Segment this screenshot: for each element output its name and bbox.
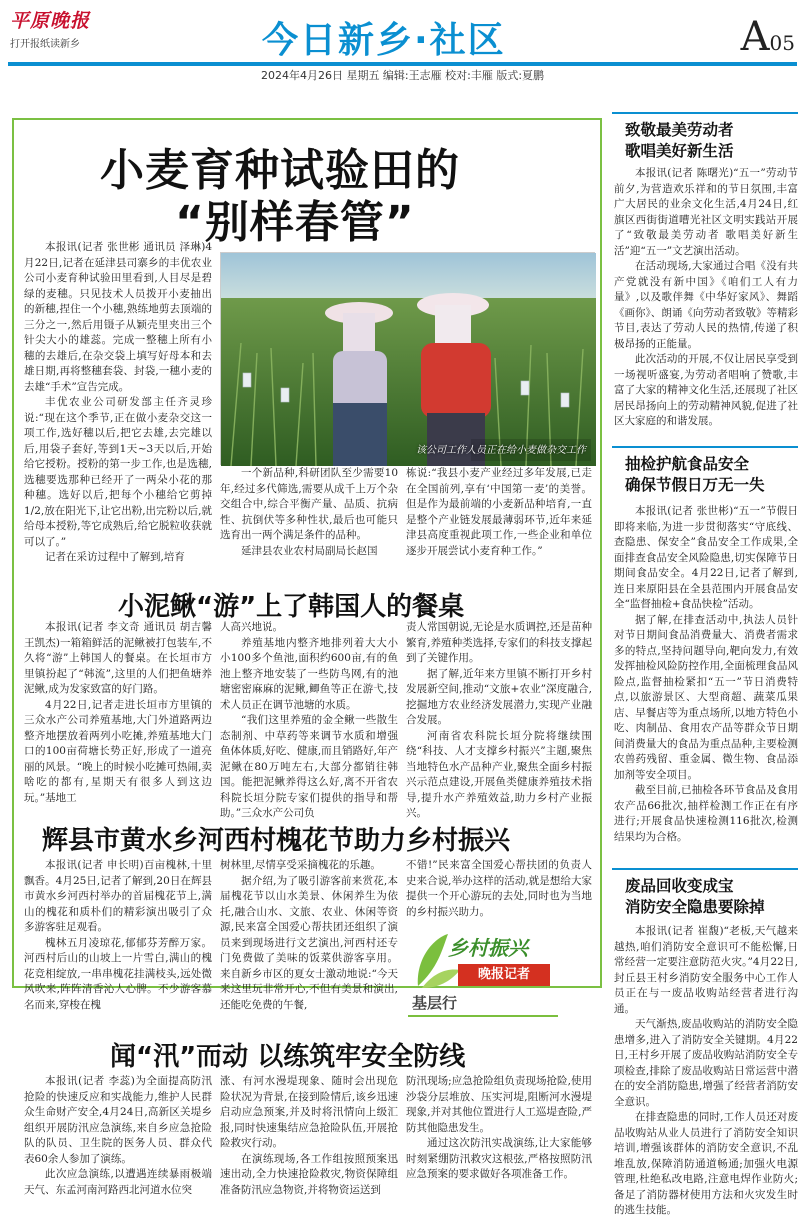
side3-title: [625, 876, 765, 918]
article-paragraph: 本报讯(记者 张世彬 通讯员 泽琳)4月22日,记者在延津县司寨乡的丰优农业公司小麦育种试验田里看到,人目尽是碧绿的麦穗。只见技术人员拨开小麦抽出的新穗,捏住一个小穗,熟练地剪去顶端的三分之一,然后用镊子从颖壳里夹出三个针尖大小的雄蕊。完成一整穗上所有小穗的去雄后,在杂交袋上填写好母本和去雄日期,再将整穗套袋、封袋,一穗小麦的去雄“手术”宣告完成。: [24, 241, 212, 393]
wheat-col3: [406, 466, 592, 570]
loach-title: 小泥鳅“游”上了韩国人的餐桌: [118, 592, 465, 622]
photo-caption: 该公司工作人员正在给小麦做杂交工作: [416, 445, 586, 456]
newspaper-logo: [10, 6, 110, 50]
header-rule: [8, 62, 797, 66]
sidebar-rule: [612, 112, 798, 114]
article-paragraph: 责人常国朝说,无论是水质调控,还是苗种繁育,养殖种类选择,专家们的科技支撑起到了关键作用。: [406, 621, 592, 664]
article-paragraph: 据了解,在排查活动中,执法人员针对节日期间食品消费量大、消费者需求多的特点,坚持问题导向,靶向发力,有效发挥抽检风险防控作用,全面梳理食品风险点,监督抽检紧扣“五一”节日消费特点,以旅游景区、大型商超、蔬菜瓜果店、早餐店等为重点场所,以地方特色小吃、肉制品、食用农产品等群众节日期间消费量大的食品为重点品种,主要检测农兽药残留、重金属、微生物、食品添加剂等安全项目。: [614, 613, 798, 781]
article-paragraph: 本报讯(记者 李文奇 通讯员 胡吉馨 王凯杰)一箱箱鲜活的泥鳅被打包装车,不久将“游”上韩国人的餐桌。在长垣市方里镇扮起了“韩流”,这里的人们把鱼塘养泥鳅,成为发家致富的好门路。: [24, 621, 212, 695]
article-paragraph: 本报讯(记者 陈曙光)“五一”劳动节前夕,为营造欢乐祥和的节日氛围,丰富广大居民的业余文化生活,4月24日,红旗区西街街道嘈光社区文明实践站开展了“致敬最美劳动者 歌唱美好新生活”迎“五一”文艺演出活动。: [614, 167, 798, 257]
page-letter: A: [740, 14, 770, 60]
huixian-col3: [406, 858, 592, 924]
wheat-field-image: [221, 253, 596, 466]
side2-title-line1: 抽检护航食品安全: [625, 455, 750, 473]
article-paragraph: 本报讯(记者 申长明)百亩槐林,十里飘香。4月25日,记者了解到,20日在辉县市黄水乡河西村举办的首届槐花节上,满山的槐花和质朴们的精彩演出吸引了众多游客驻足观看。: [24, 859, 212, 933]
article-paragraph: 在活动现场,大家通过合唱《没有共产党就没有新中国》《咱们工人有力量》,以及歌伴舞《中华好家风》、舞蹈《画你》、朗诵《向劳动者致敬》等精彩节目,表达了劳动人民的热情,传递了积极昂扬的正能量。: [614, 260, 798, 350]
huixian-col1: [24, 858, 212, 1011]
article-paragraph: 据介绍,为了吸引游客前来赏花,本届槐花节以山水美景、休闲养生为依托,融合山水、文旅、农业、休闲等资源,民来富全国爱心帮扶团还组织了演员来到现场进行文艺演出,河西村还专门免费做了美味的饭菜供游客享用。来自新乡市区的夏女士激动地说:“今天来这里玩非常开心,不但有美景和演出,还能吃免费的午餐,: [220, 874, 398, 1011]
loach-col3: [406, 620, 592, 819]
side2-title-line2: 确保节假日万无一失: [625, 476, 765, 494]
brand-name: 平原晚报: [10, 10, 91, 32]
wheat-photo: [220, 252, 595, 465]
article-paragraph: 树林里,尽情享受采摘槐花的乐趣。: [220, 859, 381, 871]
side1-title-line2: 歌唱美好新生活: [625, 142, 734, 160]
article-paragraph: 丰优农业公司研发部主任齐灵珍说:“现在这个季节,正在做小麦杂交这一项工作,选好穗以后,把它去雄,去完雄以后,用袋子套好,等到1天~3天以后,开始给它授粉。授粉的第一步工作,也是选穗,选穗要选那种已经开了一两朵小花的那种穗。选好以后,把每个小穗给它剪掉1/2,放在阳光下,让它出粉,出完粉以后,就给母本授粉,等它成熟后,给它脱粒收获就可以了。”: [24, 396, 212, 548]
article-paragraph: 在排查隐患的同时,工作人员还对废品收购站从业人员进行了消防安全知识培训,增强该群体的消防安全意识,不乱堆乱放,保障消防通道畅通;加强火电源管理,杜绝私改电路,注意电焊作业防火;备足了消防器材使用方法和火灾发生时的逃生技能。: [614, 1111, 798, 1216]
huixian-title: 辉县市黄水乡河西村槐花节助力乡村振兴: [42, 826, 511, 856]
section-title: 今日新乡·社区: [262, 20, 506, 61]
flood-col3: [406, 1074, 592, 1194]
loach-col2: [220, 620, 399, 819]
side2-title: [625, 454, 765, 496]
article-paragraph: 人高兴地说。: [220, 621, 283, 633]
page-number: [741, 14, 795, 60]
flood-title: 闻“汛”而动 以练筑牢安全防线: [110, 1042, 466, 1072]
wheat-col2: [220, 466, 398, 570]
side2-body: [614, 504, 798, 862]
article-paragraph: 在演练现场,各工作组按照预案迅速出动,全力快速抢险救灾,物资保障组准备防汛应急物资,并将物资运送到: [220, 1152, 398, 1196]
page-digits: 05: [769, 31, 795, 55]
article-paragraph: 此次活动的开展,不仅让居民享受到一场视听盛宴,为劳动者唱响了赞歌,丰富了大家的精神文化生活,还展现了社区居民昂扬向上的劳动精神风貌,促进了社区大家庭的和谐发展。: [614, 353, 798, 427]
side1-title-line1: 致敬最美劳动者: [625, 121, 734, 139]
brand-slogan: 打开报纸读新乡: [10, 39, 80, 50]
article-paragraph: 延津县农业农村局副局长赵国: [241, 544, 378, 557]
wheat-title-line1: 小麦育种试验田的: [100, 145, 460, 196]
side3-title-line2: 消防安全隐患要除掉: [625, 898, 765, 916]
article-paragraph: 本报讯(记者 李蕊)为全面提高防汛抢险的快速反应和实战能力,维护人民群众生命财产安全,4月24日,高新区关堤乡组织开展防汛应急演练,来自乡应急抢险队的队员、卫生院的医务人员、群众代表60余人参加了演练。: [24, 1075, 212, 1165]
date-editor-line: 2024年4月26日 星期五 编辑:王志雁 校对:丰雁 版式:夏鹏: [260, 69, 545, 82]
flood-col1: [24, 1074, 212, 1194]
side3-body: [614, 924, 798, 1216]
article-paragraph: 河南省农科院长垣分院将继续围绕“科技、人才支撑乡村振兴”主题,聚焦当地特色水产品种产业,聚焦全面乡村振兴示范点建设,开展鱼类健康养殖技术指导,提升水产养殖效益,助力乡村产业振兴。: [406, 729, 592, 819]
badge-line1: 乡村振兴: [448, 936, 528, 960]
article-paragraph: 本报讯(记者 崔馥)“老板,天气越来越热,咱们消防安全意识可不能松懈,日常经营一定要注意防范火灾。”4月22日,封丘县王村乡消防安全服务中心工作人员正在与一废品收购站经营者进行沟通。: [614, 925, 798, 1015]
article-paragraph: 不错!”民来富全国爱心帮扶团的负责人史来合说,举办这样的活动,就是想给大家提供一个开心游玩的去处,同时也为当地的乡村振兴助力。: [406, 859, 592, 918]
article-paragraph: 本报讯(记者 张世彬)“五一”节假日即将来临,为进一步贯彻落实“守底线、查隐患、保安全”食品安全工作成果,全面排查食品安全风险隐患,切实保障节日期间食品安全。4月22日,记者了解到,连日来原阳县在全县范围内开展食品安全“监督抽检+食品快检”活动。: [614, 505, 798, 610]
article-paragraph: 此次应急演练,以遭遇连续暴雨极端天气、东孟河南河路西北河道水位突: [24, 1168, 212, 1196]
side1-body: [614, 166, 798, 432]
article-paragraph: 天气渐热,废品收购站的消防安全隐患增多,进入了消防安全关键期。4月22日,王村乡开展了废品收购站消防安全专项检查,排除了废品收购站日常运营中潜在的安全消防隐患,增强了经营者消防安全意识。: [614, 1018, 798, 1108]
article-paragraph: 一个新品种,科研团队至少需要10年,经过多代筛选,需要从成千上万个杂交组合中,综合平衡产量、品质、抗病性、抗倒伏等多种性状,最后也可能只选育出一两个满足条件的品种。: [220, 467, 398, 541]
article-paragraph: 通过这次防汛实战演练,让大家能够时刻紧绷防汛救灾这根弦,严格按照防汛应急预案的要求做好各项准备工作。: [406, 1137, 592, 1180]
badge-line3: 基层行: [412, 994, 458, 1012]
article-paragraph: 防汛现场;应急抢险组负责现场抢险,使用沙袋分层堆放、压实河堤,阻断河水漫堤现象,并对其他位置进行人工巡堤查险,严防其他隐患发生。: [406, 1075, 592, 1134]
article-paragraph: 4月22日,记者走进长垣市方里镇的三众水产公司养殖基地,大门外道路两边整齐地摆放着两列小吃摊,养殖基地大门口的100亩荷塘长势正好,形成了一道亮丽的风景。“晚上的时候小吃摊可热闹,卖啥吃的都有,星期天有很多人到这边玩。”基地工: [24, 698, 212, 804]
rural-revitalization-badge: [408, 928, 558, 1023]
side3-title-line1: 废品回收变成宝: [625, 877, 734, 895]
sidebar-rule: [612, 446, 798, 448]
side1-title: [625, 120, 734, 162]
article-paragraph: 栋说:“我县小麦产业经过多年发展,已走在全国前列,享有‘中国第一麦’的美誉。但是作为最前端的小麦新品种培育,一直是整个产业链发展最薄弱环节,近年来延津县高度重视此项工作,一些企业和单位逐步开展尝试小麦育种工作。”: [406, 467, 592, 557]
badge-line2: 晚报记者: [458, 964, 550, 986]
huixian-col2: [220, 858, 398, 1011]
article-paragraph: 记者在采访过程中了解到,培育: [45, 551, 185, 563]
article-paragraph: 截至目前,已抽检各环节食品及食用农产品66批次,抽样检测工作正在有序进行;开展食品快速检测116批次,检测结果均为合格。: [614, 784, 798, 843]
flood-col2: [220, 1074, 398, 1194]
article-paragraph: 据了解,近年来方里镇不断打开乡村发展新空间,推动“文旅+农业”深度融合,挖掘地方农业经济发展潜力,实现产业融合发展。: [406, 667, 592, 726]
masthead: [0, 0, 805, 92]
article-paragraph: “我们这里养殖的金全鳅一些散生态制剂、中草药等来调节水质和增强鱼体体质,好吃、健康,而且销路好,年产泥鳅在80万吨左右,大部分都销往韩国。能把泥鳅养得这么好,离不开省农科院长垣分院专家们提供的指导和帮助。”三众水产公司负: [220, 714, 399, 819]
wheat-col1: [24, 240, 212, 563]
loach-col1: [24, 620, 212, 810]
article-paragraph: 养殖基地内整齐地排列着大大小小100多个鱼池,面积约600亩,有的鱼池上整齐地安装了一些防鸟网,有的池塘密密麻麻的泥鳅,鲫鱼等正在游弋,技术人员正在调节池塘的水质。: [220, 636, 398, 711]
wheat-title-line2: “别样春管”: [175, 197, 415, 248]
article-paragraph: 涨、有河水漫堤现象、随时会出现危险状况为背景,在接到险情后,该乡迅速启动应急预案,并及时将汛情向上级汇报,同时快速集结应急抢险队伍,开展抢险救灾行动。: [220, 1075, 398, 1149]
article-paragraph: 槐林五月凌琼花,郁郁芬芳醉万家。河西村后山的山坡上一片雪白,满山的槐花竞相绽放,一串串槐花挂满枝头,远处微风吹来,阵阵清香沁人心脾。不少游客慕名而来,穿梭在槐: [24, 936, 212, 1011]
sidebar-rule: [612, 868, 798, 870]
